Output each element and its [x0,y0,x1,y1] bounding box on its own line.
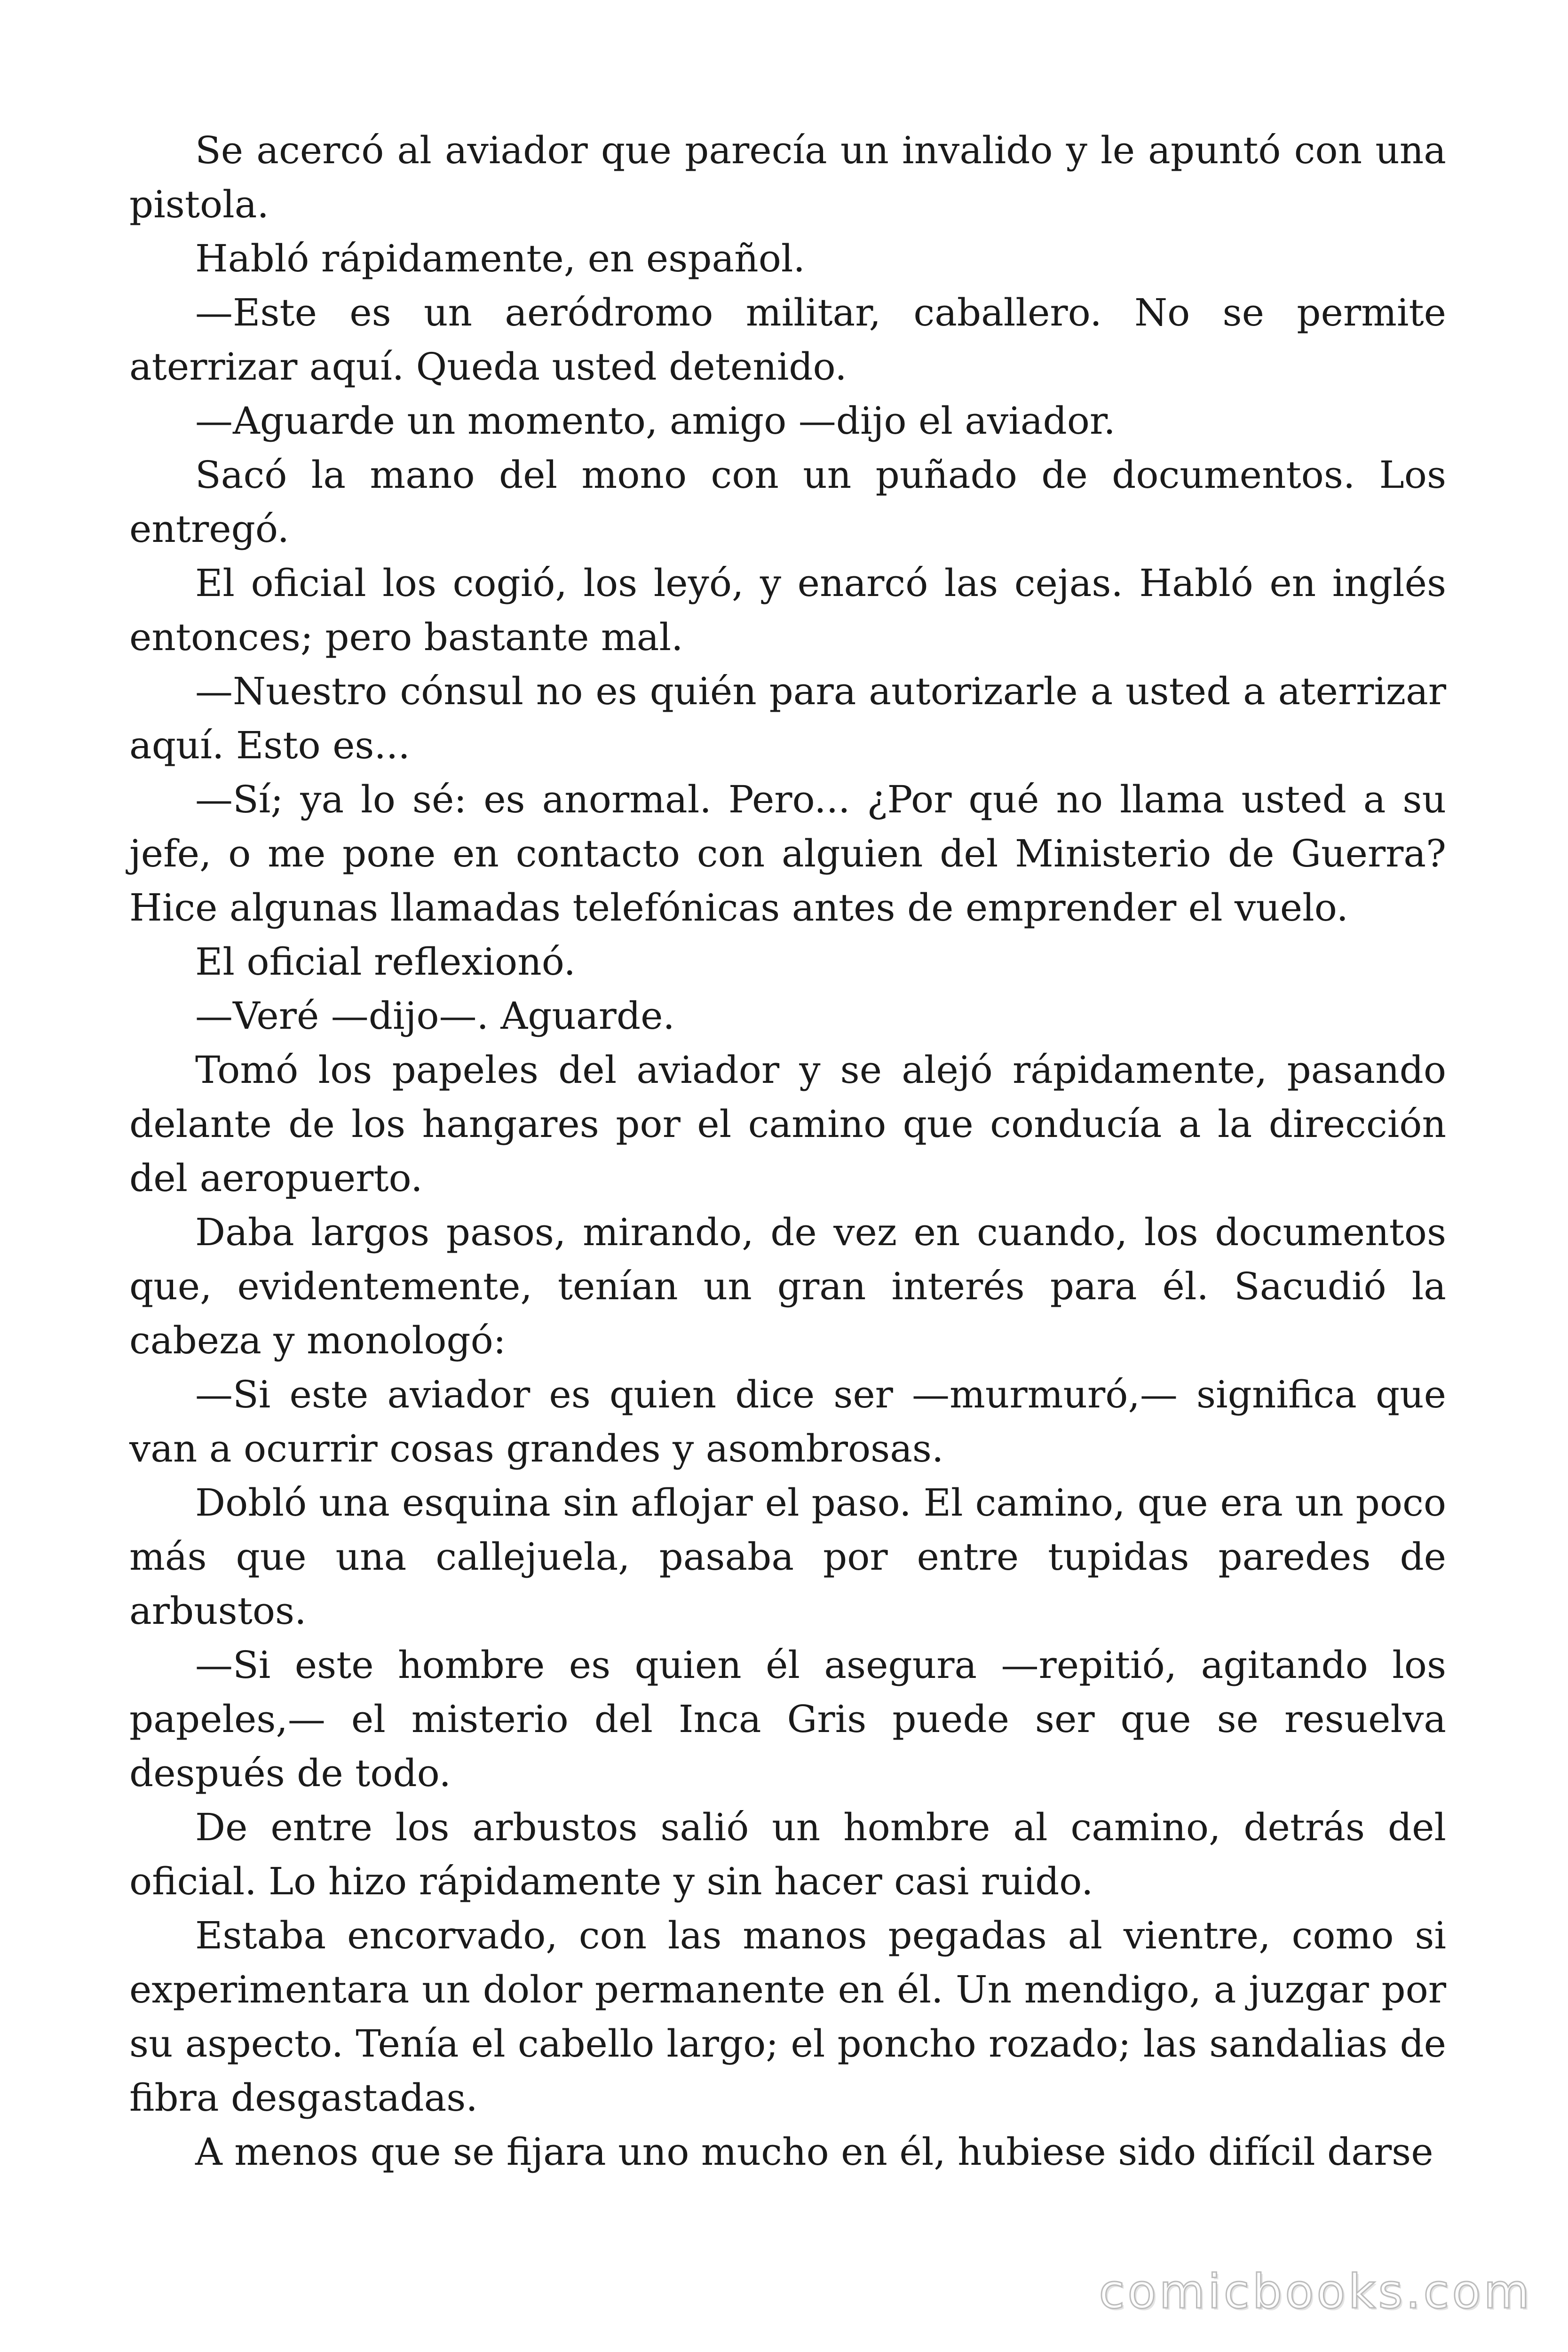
paragraph-2: Habló rápidamente, en español. [195,237,805,280]
paragraph-6: El oficial los cogió, los leyó, y enarcó las cejas. Habló en inglés entonces; pero bastante mal. [129,561,1446,659]
paragraph-14: Dobló una esquina sin aflojar el paso. El camino, que era un poco más que una callejuela, pasaba por entre tupidas paredes de arbustos. [129,1481,1446,1633]
page-body-text [129,123,1446,2179]
paragraph-5: Sacó la mano del mono con un puñado de documentos. Los entregó. [129,453,1446,551]
watermark-logo: comicbooks.com [1099,2264,1532,2319]
paragraph-3: —Este es un aeródromo militar, caballero. No se permite aterrizar aquí. Queda usted detenido. [129,291,1446,389]
paragraph-7: —Nuestro cónsul no es quién para autorizarle a usted a aterrizar aquí. Esto es... [129,669,1446,767]
paragraph-4: —Aguarde un momento, amigo —dijo el aviador. [195,399,1116,443]
paragraph-9: El oficial reflexionó. [195,940,576,984]
paragraph-15: —Si este hombre es quien él asegura —repitió, agitando los papeles,— el misterio del Inca Gris puede ser que se resuelva después de todo. [129,1643,1446,1795]
paragraph-11: Tomó los papeles del aviador y se alejó rápidamente, pasando delante de los hangares por el camino que conducía a la dirección del aeropuerto. [129,1048,1446,1200]
paragraph-16: De entre los arbustos salió un hombre al camino, detrás del oficial. Lo hizo rápidamente y sin hacer casi ruido. [129,1805,1446,1903]
paragraph-18: A menos que se fijara uno mucho en él, hubiese sido difícil darse [195,2130,1433,2174]
paragraph-12: Daba largos pasos, mirando, de vez en cuando, los documentos que, evidentemente, tenían un gran interés para él. Sacudió la cabeza y monologó: [129,1210,1446,1362]
paragraph-8: —Sí; ya lo sé: es anormal. Pero... ¿Por qué no llama usted a su jefe, o me pone en contacto con alguien del Ministerio de Guerra? Hice algunas llamadas telefónicas antes de emprender el vuelo. [129,778,1446,930]
paragraph-17: Estaba encorvado, con las manos pegadas al vientre, como si experimentara un dolor permanente en él. Un mendigo, a juzgar por su aspecto. Tenía el cabello largo; el poncho rozado; las sandalias de fibra desgastadas. [129,1914,1446,2120]
paragraph-13: —Si este aviador es quien dice ser —murmuró,— significa que van a ocurrir cosas grandes y asombrosas. [129,1373,1446,1470]
paragraph-10: —Veré —dijo—. Aguarde. [195,994,675,1038]
paragraph-1: Se acercó al aviador que parecía un invalido y le apuntó con una pistola. [129,128,1446,226]
